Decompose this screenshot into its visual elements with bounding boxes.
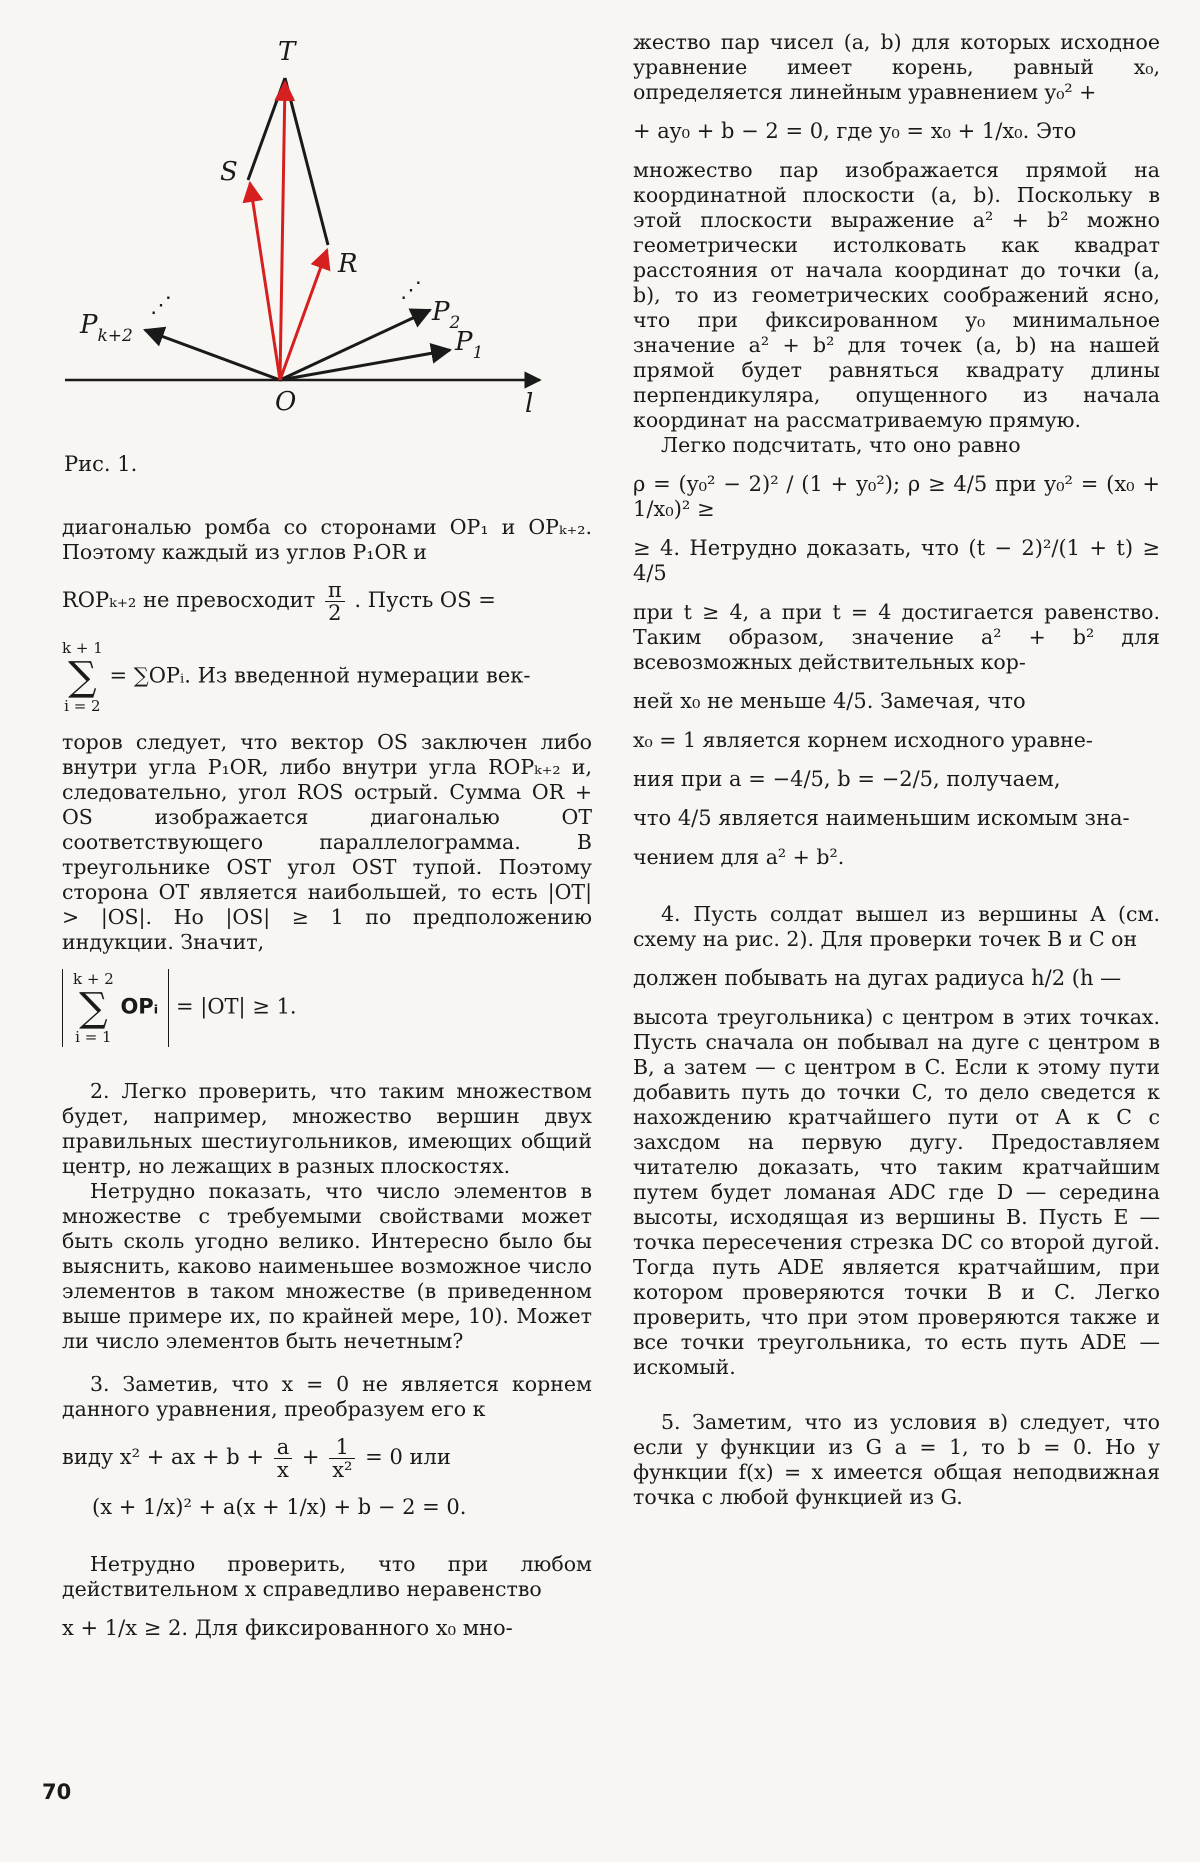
vector-OS — [250, 183, 280, 380]
label-S: S — [220, 157, 238, 187]
figure-caption: Рис. 1. — [64, 452, 138, 476]
label-Pk2: $P_{k+2}$ — [80, 310, 133, 346]
right-para-1: множество пар изображается прямой на координатной плоскости (a, b). Поскольку в этой плоскости выражение a² + b² можно геометрически истолковать как квадрат расстояния от начала координат до точки (a, b), то из геометрических соображений ясно, что при фиксированном y₀ минимальное значение a² + b² для точек (a, b) на нашей прямой будет равняться квадрату длины перпендикуляра, опущенного из начала координат на рассматриваемую прямую. — [633, 158, 1160, 432]
vector-OT — [280, 82, 285, 380]
page-number: 70 — [42, 1780, 72, 1804]
vector-OP1 — [280, 350, 450, 380]
right-formula-min: ней x₀ не меньше 4/5. Замечая, что — [633, 689, 1026, 713]
right-formula-rho: ρ = (y₀² − 2)² / (1 + y₀²); ρ ≥ 4/5 при y₀² = (x₀ + 1/x₀)² ≥ — [633, 472, 1160, 521]
label-P1: $P_1$ — [455, 327, 484, 363]
label-P2: $P_2$ — [432, 297, 461, 333]
label-R: R — [338, 249, 358, 279]
left-para-3: 3. Заметив, что x = 0 не является корнем данного уравнения, преобразуем его к — [62, 1372, 592, 1421]
left-para-os: торов следует, что вектор OS заключен либо внутри угла P₁OR, либо внутри угла ROPₖ₊₂ и, следовательно, угол ROS острый. Сумма OR + OS изображается диагональю OT соответствующего параллелограмма. В треугольнике OST угол OST тупой. Поэтому сторона OT является наибольшей, то есть |OT| > |OS|. Но |OS| ≥ 1 по предположению индукции. Значит, — [62, 730, 592, 954]
left-para-4: Нетрудно проверить, что при любом действительном x справедливо неравенство — [62, 1552, 592, 1601]
left-para-2b: Нетрудно показать, что число элементов в множестве с требуемыми свойствами может быть сколь угодно велико. Интересно было бы выяснить, каково наименьшее возможное число элементов в таком множестве (в приведенном выше примере их, по крайней мере, 10). Может ли число элементов быть нечетным? — [62, 1179, 592, 1353]
left-column — [62, 515, 592, 1655]
right-formula-ab: ния при a = −4/5, b = −2/5, получаем, — [633, 767, 1061, 791]
segment-ST — [248, 78, 285, 180]
right-para-5: 5. Заметим, что из условия в) следует, что если у функции из G a = 1, то b = 0. Но у функции f(x) = x имеется общая неподвижная точка с любой функцией из G. — [633, 1410, 1160, 1509]
right-para-4a: 4. Пусть солдат вышел из вершины A (см. схему на рис. 2). Для проверки точек B и C он — [633, 902, 1160, 951]
right-formula-t: ≥ 4. Нетрудно доказать, что (t − 2)²/(1 + t) ≥ 4/5 — [633, 536, 1160, 585]
left-formula-pi: ROPₖ₊₂ не превосходит $\frac{\pi}{2}$ . Пусть OS = — [62, 578, 496, 625]
label-l: l — [525, 389, 534, 419]
right-formula-45: что 4/5 является наименьшим искомым зна- — [633, 806, 1130, 830]
right-para-2: при t ≥ 4, а при t = 4 достигается равенство. Таким образом, значение a² + b² для всевозможных действительных кор- — [633, 600, 1160, 674]
left-para-2: 2. Легко проверить, что таким множеством будет, например, множество вершин двух правильных шестиугольников, имеющих общий центр, но лежащих в разных плоскостях. — [62, 1079, 592, 1178]
right-line-4: чением для a² + b². — [633, 845, 845, 869]
dots-p2: ⋰ — [400, 278, 422, 303]
left-eq-1: виду x² + ax + b + $\frac{a}{x}$ + $\frac{1}{\text{x²}}$ = 0 или — [62, 1435, 451, 1482]
right-para-4c: высота треугольника) с центром в этих точках. Пусть сначала он побывал на дуге с центром в B, а затем — с центром в C. Если к этому пути добавить путь до точки C, то дело сведется к нахождению кратчайшего пути от A к C с захсдом на первую дугу. Предоставляем читателю доказать, что таким кратчайшим путем будет ломаная ADC где D — середина высоты, исходящая из вершины B. Пусть E — точка пересечения стрезка DC со второй дугой. Тогда путь ADE является кратчайшим, при котором проверяются точки B и C. Легко проверить, что при этом проверяются также и все точки треугольника, то есть путь ADE — искомый. — [633, 1005, 1160, 1379]
left-line-1: диагональю ромба со сторонами OP₁ и OPₖ₊₂. Поэтому каждый из углов P₁OR и — [62, 515, 592, 564]
right-line-1: жество пар чисел (a, b) для которых исходное уравнение имеет корень, равный x₀, определяется линейным уравнением y₀² + — [633, 30, 1160, 104]
label-T: T — [278, 37, 296, 67]
right-formula-1: + ay₀ + b − 2 = 0, где y₀ = x₀ + 1/x₀. Это — [633, 119, 1077, 143]
figure-vectors — [60, 30, 560, 430]
right-line-3: x₀ = 1 является корнем исходного уравне- — [633, 728, 1093, 752]
dots-k2: ⋰ — [150, 293, 172, 318]
left-eq-2: (x + 1/x)² + a(x + 1/x) + b − 2 = 0. — [92, 1495, 467, 1519]
segment-TR — [285, 78, 328, 245]
left-eq-3: x + 1/x ≥ 2. Для фиксированного x₀ мно- — [62, 1616, 513, 1640]
right-line-2: Легко подсчитать, что оно равно — [661, 433, 1021, 457]
right-column — [633, 30, 1160, 1510]
left-formula-sum2: k + 2 ∑ i = 1 OPᵢ = |OT| ≥ 1. — [62, 969, 592, 1047]
vector-OPk2 — [145, 330, 280, 380]
left-formula-sum: k + 1 ∑ i = 2 = ∑OPᵢ. Из введенной нумерации век- — [62, 639, 531, 715]
right-formula-h: должен побывать на дугах радиуса h/2 (h — — [633, 966, 1122, 990]
label-O: O — [275, 387, 297, 417]
